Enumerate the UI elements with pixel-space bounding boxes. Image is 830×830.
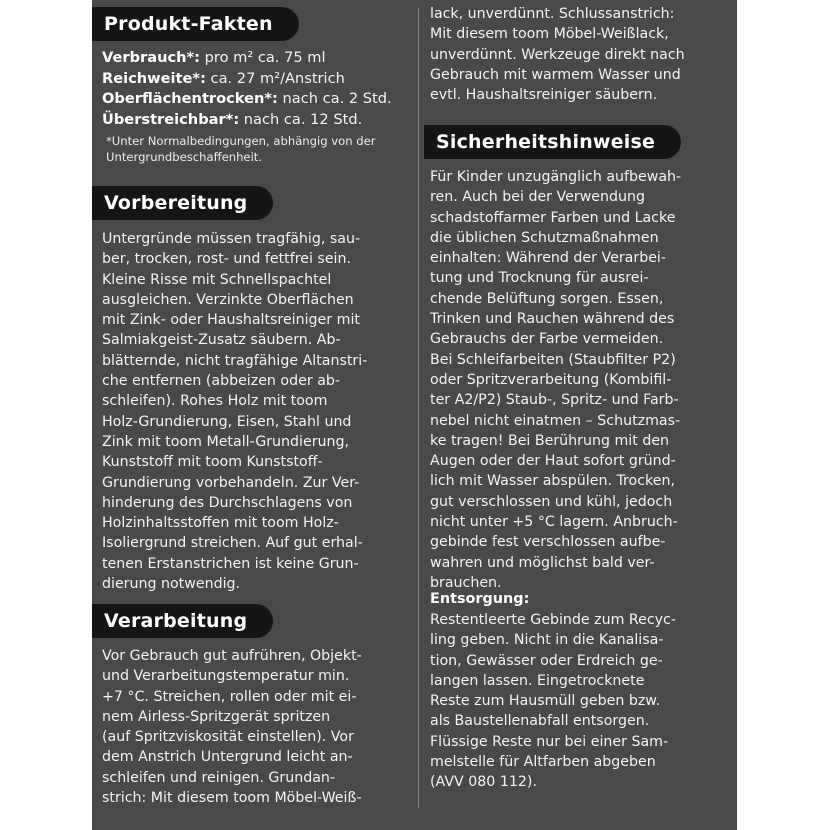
produkt-fakten-footnote: *Unter Normalbedingungen, abhängig von der Untergrundbeschaffenheit. <box>106 134 376 164</box>
verarbeitung-heading: Verarbeitung <box>92 604 273 638</box>
sicherheitshinweise-heading: Sicherheitshinweise <box>424 125 681 159</box>
verarbeitung-continuation-text: lack, unverdünnt. Schlussanstrich: Mit diesem toom Möbel-Weißlack, unverdünnt. Werkzeuge direkt nach Gebrauch mit warmem Wasser und evtl. Haushaltsreiniger säubern. <box>430 6 685 104</box>
vorbereitung-heading: Vorbereitung <box>92 186 273 220</box>
column-divider <box>418 8 419 808</box>
vorbereitung-text: Untergründe müssen tragfähig, sau- ber, trocken, rost- und fettfrei sein. Kleine Risse mit Schnellspachtel ausgleichen. Verzinkte Oberflächen mit Zink- oder Haushaltsreiniger mit Salmiakgeist-Zusatz säubern. Ab- blätternde, nicht tragfähige Altanstri- che entfernen (abbeizen oder ab- schleifen). Rohes Holz mit toom Holz-Grundierung, Eisen, Stahl und Zink mit toom Metall-Grundierung, Kunststoff mit toom Kunststoff- Grundierung vorbehandeln. Zur Ver- hinderung des Durchschlagens von Holzinhaltsstoffen mit toom Holz- Isoliergrund streichen. Auf gut erhal- tenen Erstanstrichen ist keine Grun- dierung notwendig. <box>102 231 368 593</box>
verarbeitung-text: Vor Gebrauch gut aufrühren, Objekt- und Verarbeitungstemperatur min. +7 °C. Streichen, rollen oder mit ei- nem Airless-Spritzgerät spritzen (auf Spritzviskosität einstellen). Vor dem Anstrich Untergrund leicht an- schleifen und reinigen. Grundan- strich: Mit diesem toom Möbel-Weiß- <box>102 648 362 807</box>
product-label-panel <box>92 0 737 830</box>
fact-row-reichweite: Reichweite*: ca. 27 m²/Anstrich <box>102 69 345 87</box>
entsorgung-heading: Entsorgung: <box>430 591 530 607</box>
produkt-fakten-heading: Produkt-Fakten <box>92 7 299 41</box>
fact-row-ueberstreichbar: Überstreichbar*: nach ca. 12 Std. <box>102 110 363 128</box>
entsorgung-text: Restentleerte Gebinde zum Recyc- ling geben. Nicht in die Kanalisa- tion, Gewässer oder Erdreich ge- langen lassen. Eingetrocknete Reste zum Hausmüll geben bzw. als Baustellenabfall entsorgen. Flüssige Reste nur bei einer Sam- melstelle für Altfarben abgeben (AVV 080 112). <box>430 612 676 791</box>
sicherheitshinweise-text: Für Kinder unzugänglich aufbewah- ren. Auch bei der Verwendung schadstoffarmer Farben und Lacke die üblichen Schutzmaßnahmen einhalten: Während der Verarbei- tung und Trocknung für ausrei- chende Belüftung sorgen. Essen, Trinken und Rauchen während des Gebrauchs der Farbe vermeiden. Bei Schleifarbeiten (Staubfilter P2) oder Spritzverarbeitung (Kombifil- ter A2/P2) Staub-, Spritz- und Farb- nebel nicht einatmen – Schutzmas- ke tragen! Bei Berührung mit den Augen oder der Haut sofort gründ- lich mit Wasser abspülen. Trocken, gut verschlossen und kühl, jedoch nicht unter +5 °C lagern. Anbruch- gebinde fest verschlossen aufbe- wahren und möglichst bald ver- brauchen. <box>430 169 682 591</box>
produkt-fakten-list <box>102 48 392 130</box>
fact-row-oberflaechentrocken: Oberflächentrocken*: nach ca. 2 Std. <box>102 90 392 107</box>
fact-row-verbrauch: Verbrauch*: pro m² ca. 75 ml <box>102 49 326 66</box>
